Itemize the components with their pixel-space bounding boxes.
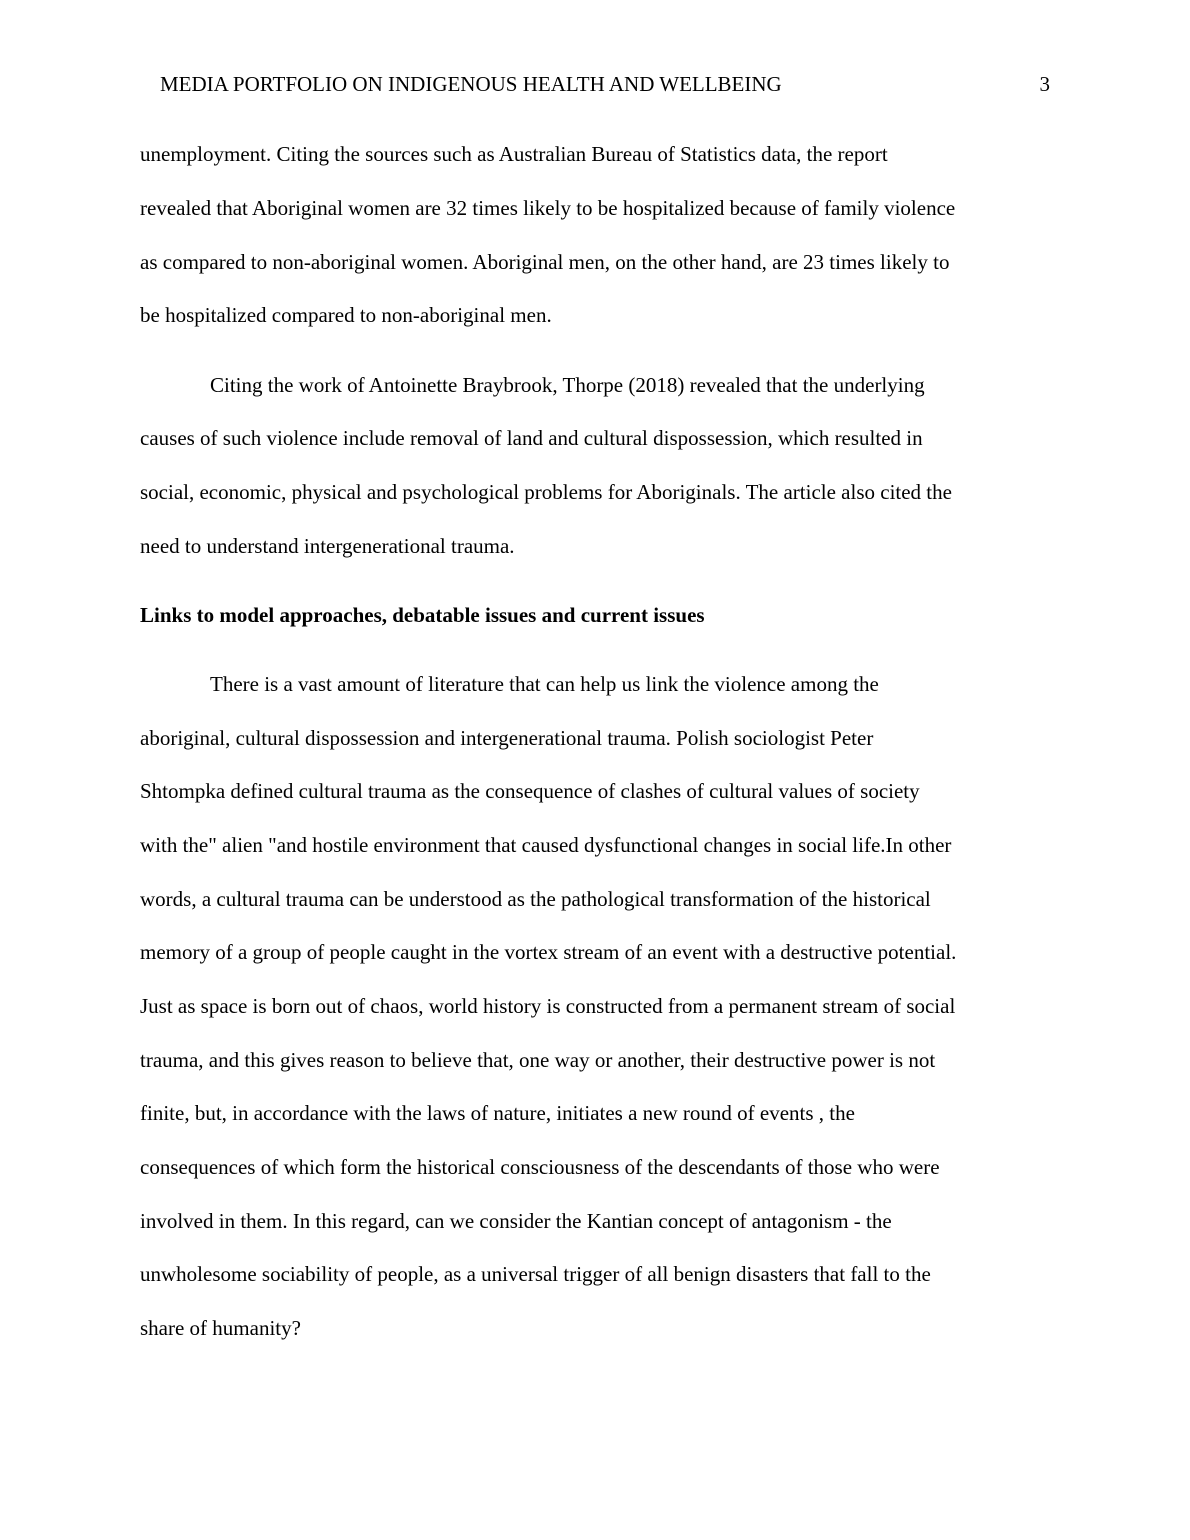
text-line: causes of such violence include removal of land and cultural dispossession, which resulted in — [140, 426, 923, 450]
text-line: Shtompka defined cultural trauma as the consequence of clashes of cultural values of society — [140, 779, 920, 803]
text-line: memory of a group of people caught in the vortex stream of an event with a destructive potential. — [140, 940, 957, 964]
text-line: need to understand intergenerational trauma. — [140, 534, 515, 558]
text-line: There is a vast amount of literature that can help us link the violence among the — [210, 672, 879, 696]
text-line: unwholesome sociability of people, as a universal trigger of all benign disasters that fall to the — [140, 1262, 931, 1286]
text-line: be hospitalized compared to non-aboriginal men. — [140, 303, 552, 327]
text-line: consequences of which form the historical consciousness of the descendants of those who were — [140, 1155, 940, 1179]
page-number: 3 — [1039, 72, 1050, 96]
text-line: share of humanity? — [140, 1316, 301, 1340]
text-line: with the" alien "and hostile environment that caused dysfunctional changes in social life.In other — [140, 833, 952, 857]
text-line: Just as space is born out of chaos, world history is constructed from a permanent stream of social — [140, 994, 956, 1018]
text-line: Citing the work of Antoinette Braybrook, Thorpe (2018) revealed that the underlying — [210, 373, 925, 397]
text-line: involved in them. In this regard, can we consider the Kantian concept of antagonism - the — [140, 1209, 892, 1233]
text-line: words, a cultural trauma can be understood as the pathological transformation of the historical — [140, 887, 931, 911]
text-line: aboriginal, cultural dispossession and intergenerational trauma. Polish sociologist Peter — [140, 726, 874, 750]
text-line: trauma, and this gives reason to believe that, one way or another, their destructive power is not — [140, 1048, 936, 1072]
text-line: unemployment. Citing the sources such as Australian Bureau of Statistics data, the report — [140, 142, 888, 166]
running-head: MEDIA PORTFOLIO ON INDIGENOUS HEALTH AND WELLBEING — [160, 72, 782, 96]
text-line: finite, but, in accordance with the laws of nature, initiates a new round of events , the — [140, 1101, 855, 1125]
text-line: revealed that Aboriginal women are 32 times likely to be hospitalized because of family violence — [140, 196, 956, 220]
text-line: as compared to non-aboriginal women. Aboriginal men, on the other hand, are 23 times likely to — [140, 250, 950, 274]
text-line: social, economic, physical and psychological problems for Aboriginals. The article also cited the — [140, 480, 952, 504]
section-heading: Links to model approaches, debatable issues and current issues — [140, 603, 705, 627]
